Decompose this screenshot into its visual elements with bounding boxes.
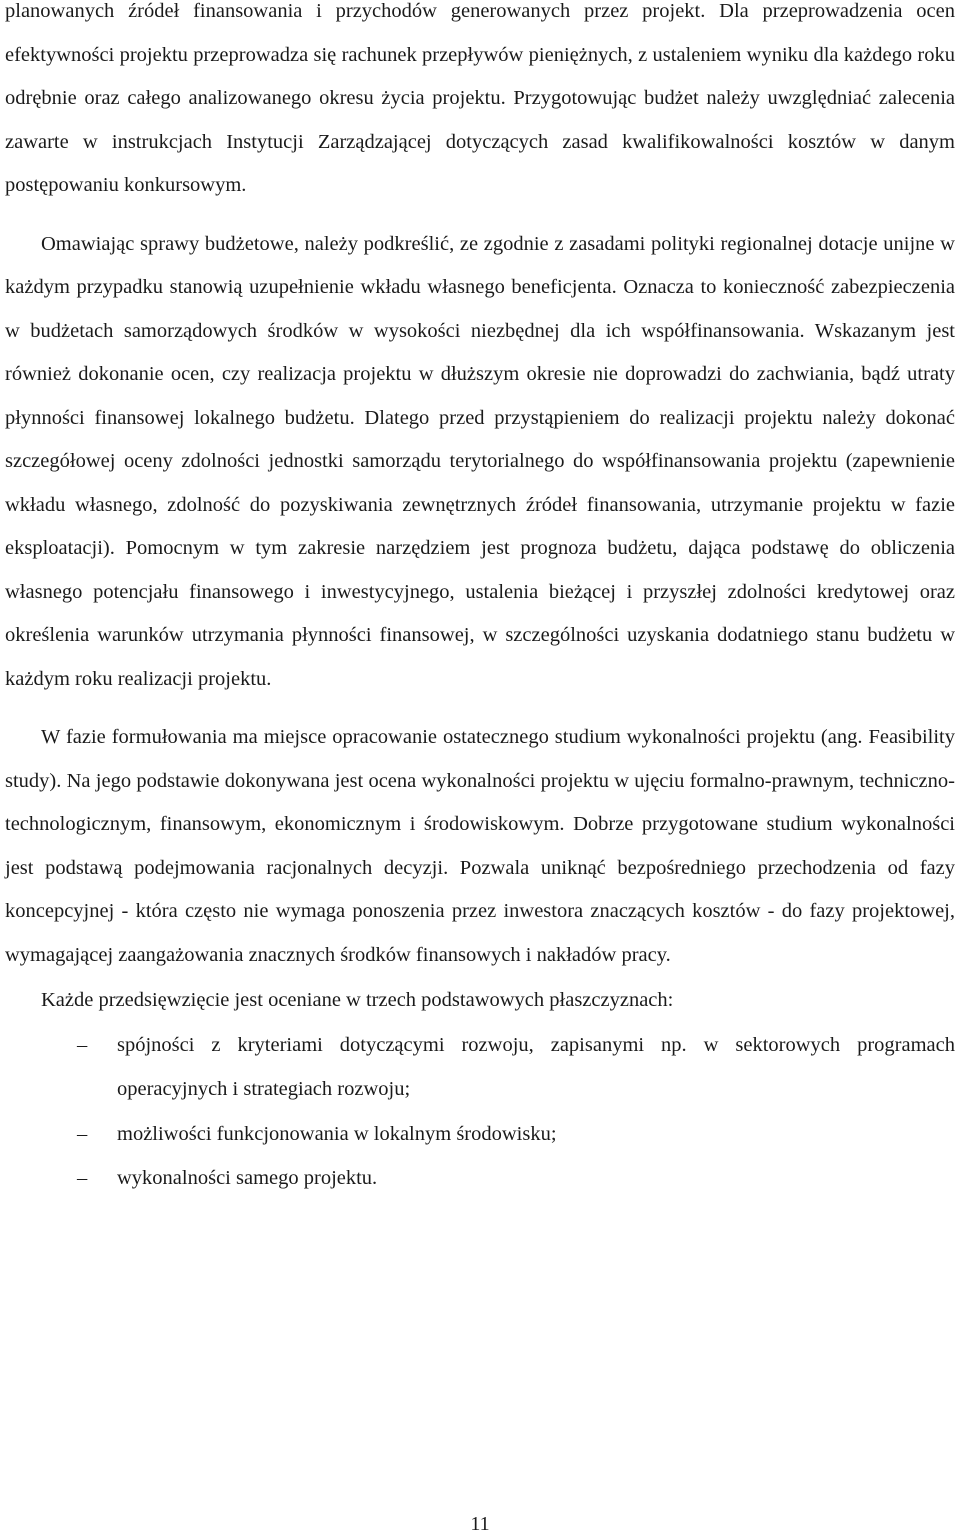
- list-item: [5, 1023, 955, 1112]
- document-page: [5, 0, 955, 1201]
- paragraph-budget-continuation: planowanych źródeł finansowania i przychodów generowanych przez projekt. Dla przeprowadzenia ocen efektywności projektu przeprowadza się rachunek przepływów pieniężnych, z ustaleniem wyniku dla każdego roku odrębnie oraz całego analizowanego okresu życia projektu. Przygotowując budżet należy uwzględniać zalecenia zawarte w instrukcjach Instytucji Zarządzającej dotyczących zasad kwalifikowalności kosztów w danym postępowaniu konkursowym.: [5, 0, 955, 196]
- list-item-text: spójności z kryteriami dotyczącymi rozwoju, zapisanymi np. w sektorowych programach operacyjnych i strategiach rozwoju;: [117, 1033, 955, 1100]
- dash-bullet: –: [77, 1167, 88, 1189]
- page-number: 11: [470, 1513, 490, 1535]
- paragraph-budget-matters: Omawiając sprawy budżetowe, należy podkreślić, ze zgodnie z zasadami polityki regionalnej dotacje unijne w każdym przypadku stanowią uzupełnienie wkładu własnego beneficjenta. Oznacza to konieczność zabezpieczenia w budżetach samorządowych środków w wysokości niezbędnej dla ich współfinansowania. Wskazanym jest również dokonanie ocen, czy realizacja projektu w dłuższym okresie nie doprowadzi do zachwiania, bądź utraty płynności finansowej lokalnego budżetu. Dlatego przed przystąpieniem do realizacji projektu należy dokonać szczegółowej oceny zdolności jednostki samorządu terytorialnego do współfinansowania projektu (zapewnienie wkładu własnego, zdolność do pozyskiwania zewnętrznych źródeł finansowania, utrzymanie projektu w fazie eksploatacji). Pomocnym w tym zakresie narzędziem jest prognoza budżetu, dająca podstawę do obliczenia własnego potencjału finansowego i inwestycyjnego, ustalenia bieżącej i przyszłej zdolności kredytowej oraz określenia warunków utrzymania płynności finansowej, w szczególności uzyskania dodatniego stanu budżetu w każdym roku realizacji projektu.: [5, 232, 955, 690]
- paragraph-evaluation-planes: Każde przedsięwzięcie jest oceniane w trzech podstawowych płaszczyznach:: [41, 989, 674, 1011]
- list-item: [5, 1156, 955, 1201]
- list-item-text: możliwości funkcjonowania w lokalnym środowisku;: [117, 1122, 557, 1145]
- list-item-text: wykonalności samego projektu.: [117, 1167, 378, 1189]
- dash-bullet: –: [77, 1033, 88, 1056]
- list-item: [5, 1112, 955, 1157]
- dash-bullet: –: [77, 1122, 88, 1145]
- evaluation-planes-list: [5, 1023, 955, 1201]
- paragraph-feasibility-study: W fazie formułowania ma miejsce opracowanie ostatecznego studium wykonalności projektu (ang. Feasibility study). Na jego podstawie dokonywana jest ocena wykonalności projektu w ujęciu formalno-prawnym, techniczno-technologicznym, finansowym, ekonomicznym i środowiskowym. Dobrze przygotowane studium wykonalności jest podstawą podejmowania racjonalnych decyzji. Pozwala uniknąć bezpośredniego przechodzenia od fazy koncepcyjnej - która często nie wymaga ponoszenia przez inwestora znaczących kosztów - do fazy projektowej, wymagającej zaangażowania znacznych środków finansowych i nakładów pracy.: [5, 726, 955, 966]
